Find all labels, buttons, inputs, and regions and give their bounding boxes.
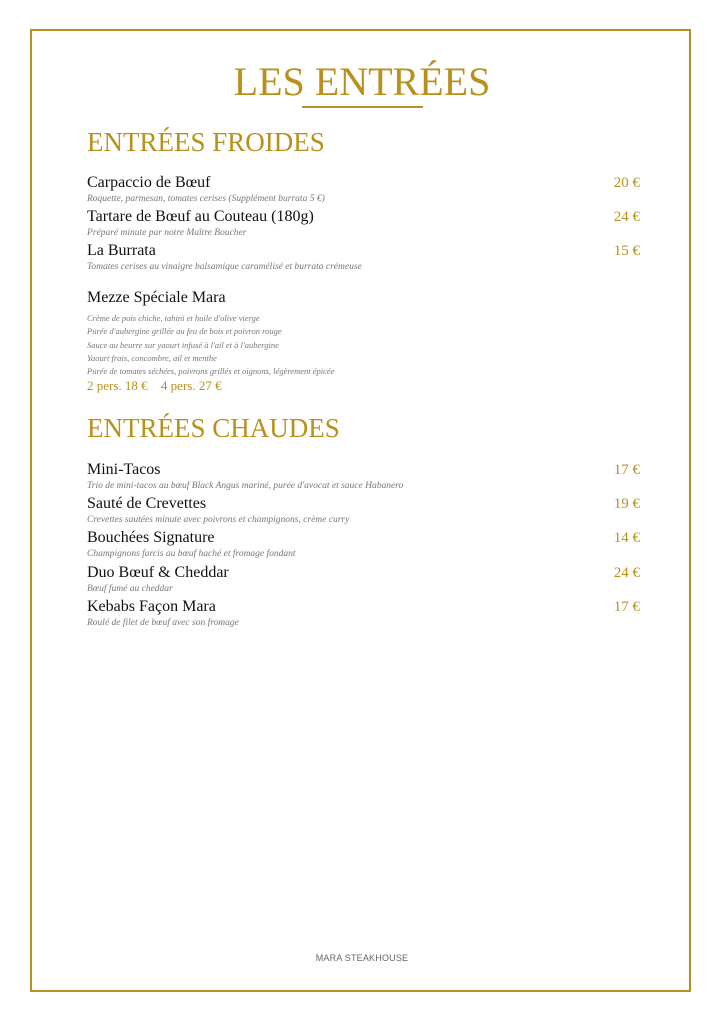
item-description: Crevettes sautées minute avec poivrons et champignons, crème curry	[87, 515, 350, 525]
item-name: Sauté de Crevettes	[87, 495, 207, 512]
footer-brand: MARA STEAKHOUSE	[315, 953, 409, 963]
menu-item	[87, 494, 640, 526]
mezze-line: Purée de tomates séchées, poivrons grillés et oignons, légèrement épicée	[87, 366, 335, 377]
mezze-line: Sauce au beurre sur yaourt infusé à l'ail et à l'aubergine	[87, 339, 279, 350]
item-price: 17 €	[613, 462, 640, 478]
title-underline	[302, 106, 423, 108]
item-description: Tomates cerises au vinaigre balsamique caramélisé et burrata crémeuse	[87, 262, 362, 272]
mezze-price-2: 2 pers. 18 €	[87, 378, 148, 394]
item-name: Bouchées Signature	[87, 529, 215, 546]
item-name: Tartare de Bœuf au Couteau (180g)	[87, 208, 314, 225]
menu-item	[87, 173, 640, 205]
item-description: Préparé minute par notre Maître Boucher	[87, 228, 247, 238]
mezze-line: Yaourt frais, concombre, ail et menthe	[87, 352, 217, 363]
item-name: Duo Bœuf & Cheddar	[87, 564, 229, 581]
menu-item	[87, 563, 640, 595]
item-name: Mini-Tacos	[87, 461, 161, 478]
mezze-block	[87, 288, 640, 394]
item-description: Roquette, parmesan, tomates cerises (Supplément burrata 5 €)	[87, 194, 325, 204]
item-price: 14 €	[613, 530, 640, 546]
item-description: Bœuf fumé au cheddar	[87, 584, 173, 594]
item-price: 24 €	[613, 209, 640, 225]
mezze-name: Mezze Spéciale Mara	[87, 289, 226, 306]
menu-item	[87, 528, 640, 560]
item-price: 17 €	[613, 599, 640, 615]
mezze-line: Crème de pois chiche, tahini et huile d'olive vierge	[87, 313, 260, 323]
menu-item	[87, 597, 640, 629]
item-price: 24 €	[613, 565, 640, 581]
item-name: Carpaccio de Bœuf	[87, 174, 211, 191]
mezze-price-4: 4 pers. 27 €	[160, 378, 222, 394]
section-title-chaudes: ENTRÉES CHAUDES	[87, 413, 340, 443]
section-title-froides: ENTRÉES FROIDES	[87, 127, 325, 157]
item-description: Roulé de filet de bœuf avec son fromage	[87, 618, 239, 628]
item-name: La Burrata	[87, 242, 156, 259]
item-price: 20 €	[613, 175, 640, 191]
item-description: Champignons farcis au bœuf haché et fromage fondant	[87, 549, 296, 559]
mezze-prices	[87, 378, 640, 394]
item-description: Trio de mini-tacos au bœuf Black Angus mariné, purée d'avocat et sauce Habanero	[87, 481, 404, 491]
menu-item	[87, 241, 640, 273]
item-price: 15 €	[613, 243, 640, 259]
item-price: 19 €	[613, 496, 640, 512]
mezze-line: Purée d'aubergine grillée au feu de bois et poivron rouge	[87, 326, 282, 337]
menu-item	[87, 207, 640, 239]
menu-item	[87, 460, 640, 492]
page-title: LES ENTRÉES	[233, 59, 491, 104]
item-name: Kebabs Façon Mara	[87, 598, 216, 615]
